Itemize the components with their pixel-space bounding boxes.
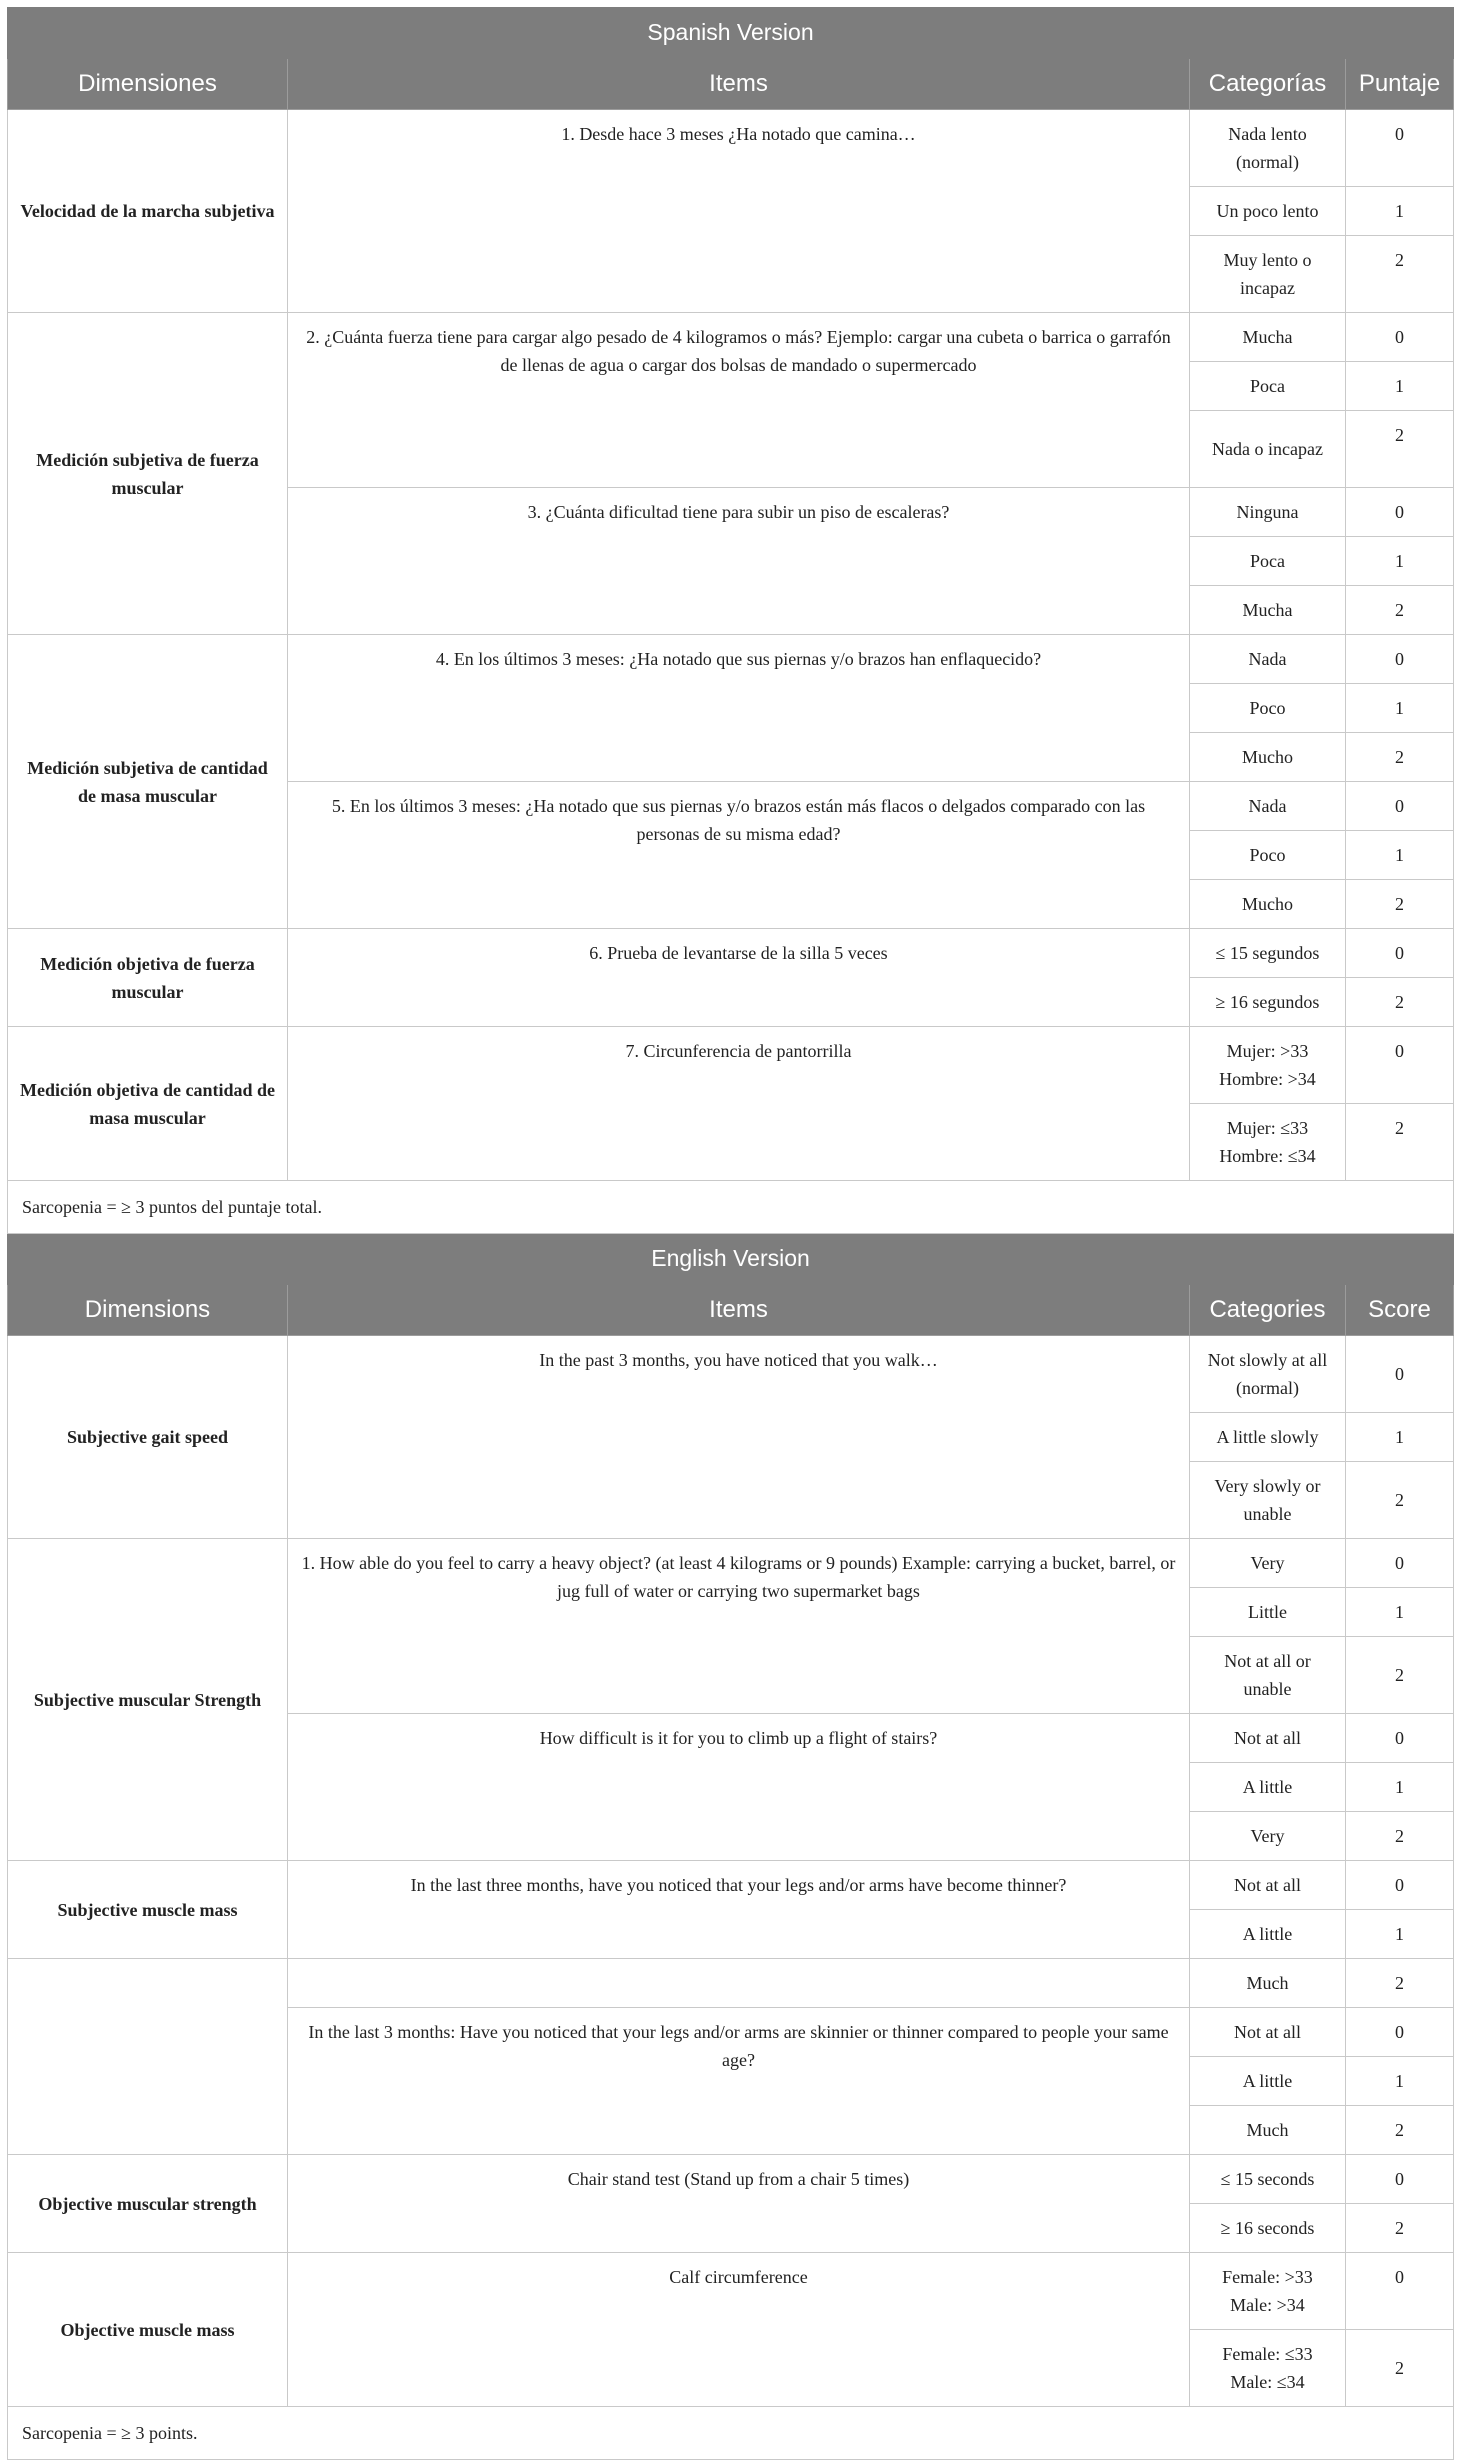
category-cell: A little [1190,1763,1346,1812]
category-cell: Very [1190,1812,1346,1861]
table-row [8,929,1454,978]
score-cell: 0 [1346,635,1454,684]
dimension-cell-empty [8,1959,288,2155]
item-cell: 3. ¿Cuánta dificultad tiene para subir un piso de escaleras? [288,488,1190,635]
category-line: Mujer: ≤33 [1226,1118,1309,1138]
category-cell: Much [1190,1959,1346,2008]
category-cell: Not at all [1190,1861,1346,1910]
category-cell [1190,2253,1346,2330]
category-cell: Poca [1190,537,1346,586]
score-cell: 2 [1346,1959,1454,2008]
header-categories: Categorías [1190,59,1346,110]
category-line: Female: >33 [1222,2267,1313,2287]
category-cell: Poco [1190,684,1346,733]
category-cell: Very slowly or unable [1190,1462,1346,1539]
score-cell: 1 [1346,187,1454,236]
category-cell: Ninguna [1190,488,1346,537]
english-version-title: English Version [8,1234,1454,1285]
score-cell: 0 [1346,110,1454,187]
score-cell: 0 [1346,488,1454,537]
item-cell: 1. How able do you feel to carry a heavy object? (at least 4 kilograms or 9 pounds) Example: carrying a bucket, barrel, or jug full of water or carrying two supermarket bags [288,1539,1190,1714]
score-cell: 2 [1346,978,1454,1027]
sarcopenia-questionnaire-table [7,7,1454,2460]
spanish-footnote: Sarcopenia = ≥ 3 puntos del puntaje total. [8,1181,1454,1234]
item-cell: In the last three months, have you noticed that your legs and/or arms have become thinner? [288,1861,1190,1959]
score-cell: 2 [1346,1812,1454,1861]
dimension-cell: Medición subjetiva de cantidad de masa muscular [8,635,288,929]
dimension-cell: Objective muscular strength [8,2155,288,2253]
dimension-cell: Medición objetiva de cantidad de masa muscular [8,1027,288,1181]
score-cell: 2 [1346,1637,1454,1714]
score-cell: 2 [1346,236,1454,313]
item-cell: Chair stand test (Stand up from a chair 5 times) [288,2155,1190,2253]
header-dimensions: Dimensiones [8,59,288,110]
item-cell: 6. Prueba de levantarse de la silla 5 veces [288,929,1190,1027]
score-cell: 2 [1346,1104,1454,1181]
category-cell: Not slowly at all (normal) [1190,1336,1346,1413]
score-cell: 1 [1346,2057,1454,2106]
category-line: Hombre: ≤34 [1219,1146,1316,1166]
score-cell: 0 [1346,1027,1454,1104]
category-cell: Not at all or unable [1190,1637,1346,1714]
dimension-cell: Medición subjetiva de fuerza muscular [8,313,288,635]
category-cell: Nada [1190,782,1346,831]
category-cell: ≤ 15 segundos [1190,929,1346,978]
table-row [8,1539,1454,1588]
item-cell: 1. Desde hace 3 meses ¿Ha notado que camina… [288,110,1190,313]
item-cell: 4. En los últimos 3 meses: ¿Ha notado que sus piernas y/o brazos han enflaquecido? [288,635,1190,782]
dimension-cell: Objective muscle mass [8,2253,288,2407]
spanish-version-title: Spanish Version [8,8,1454,59]
category-line: Mujer: >33 [1226,1041,1309,1061]
category-cell: Mucho [1190,733,1346,782]
item-cell: 5. En los últimos 3 meses: ¿Ha notado que sus piernas y/o brazos están más flacos o delgados comparado con las personas de su misma edad? [288,782,1190,929]
header-categories: Categories [1190,1285,1346,1336]
category-cell: ≤ 15 seconds [1190,2155,1346,2204]
score-cell: 0 [1346,1336,1454,1413]
category-cell: A little [1190,1910,1346,1959]
header-items: Items [288,59,1190,110]
category-cell: Much [1190,2106,1346,2155]
score-cell: 0 [1346,2253,1454,2330]
dimension-cell: Velocidad de la marcha subjetiva [8,110,288,313]
category-line: Hombre: >34 [1219,1069,1316,1089]
score-cell: 2 [1346,733,1454,782]
score-cell: 2 [1346,2106,1454,2155]
score-cell: 0 [1346,782,1454,831]
category-cell: A little [1190,2057,1346,2106]
item-cell: In the past 3 months, you have noticed that you walk… [288,1336,1190,1539]
score-cell: 0 [1346,1539,1454,1588]
score-cell: 0 [1346,1714,1454,1763]
category-line: Female: ≤33 [1222,2344,1313,2364]
category-cell: Un poco lento [1190,187,1346,236]
category-cell [1190,1104,1346,1181]
score-cell: 1 [1346,1763,1454,1812]
score-cell: 0 [1346,1861,1454,1910]
score-cell: 2 [1346,411,1454,488]
header-dimensions: Dimensions [8,1285,288,1336]
dimension-cell: Subjective muscle mass [8,1861,288,1959]
category-cell: Poco [1190,831,1346,880]
category-cell: Nada o incapaz [1190,411,1346,488]
score-cell: 0 [1346,2155,1454,2204]
spanish-header-row [8,59,1454,110]
table-row [8,1959,1454,2008]
category-cell: Very [1190,1539,1346,1588]
table-row [8,1336,1454,1413]
score-cell: 1 [1346,1413,1454,1462]
score-cell: 0 [1346,313,1454,362]
header-score: Puntaje [1346,59,1454,110]
dimension-cell: Medición objetiva de fuerza muscular [8,929,288,1027]
table-row [8,2155,1454,2204]
category-line: Male: ≤34 [1230,2372,1305,2392]
spanish-note-row [8,1181,1454,1234]
category-line: Male: >34 [1230,2295,1305,2315]
english-footnote: Sarcopenia = ≥ 3 points. [8,2407,1454,2460]
header-score: Score [1346,1285,1454,1336]
score-cell: 1 [1346,831,1454,880]
category-cell: Not at all [1190,1714,1346,1763]
item-cell: How difficult is it for you to climb up a flight of stairs? [288,1714,1190,1861]
category-cell: Nada [1190,635,1346,684]
category-cell [1190,1027,1346,1104]
table-row [8,635,1454,684]
score-cell: 1 [1346,684,1454,733]
item-cell: 2. ¿Cuánta fuerza tiene para cargar algo pesado de 4 kilogramos o más? Ejemplo: cargar una cubeta o barrica o garrafón de llenas de agua o cargar dos bolsas de mandado o supermercado [288,313,1190,488]
item-cell: Calf circumference [288,2253,1190,2407]
english-header-row [8,1285,1454,1336]
table-row [8,313,1454,362]
score-cell: 2 [1346,880,1454,929]
category-cell: ≥ 16 segundos [1190,978,1346,1027]
english-title-row [8,1234,1454,1285]
score-cell: 2 [1346,586,1454,635]
category-cell [1190,2330,1346,2407]
category-cell: Mucho [1190,880,1346,929]
score-cell: 1 [1346,1588,1454,1637]
english-note-row [8,2407,1454,2460]
category-cell: Nada lento (normal) [1190,110,1346,187]
category-cell: Not at all [1190,2008,1346,2057]
score-cell: 2 [1346,2330,1454,2407]
category-cell: Mucha [1190,313,1346,362]
category-cell: ≥ 16 seconds [1190,2204,1346,2253]
table-row [8,110,1454,187]
table-row [8,1027,1454,1104]
score-cell: 0 [1346,2008,1454,2057]
table-row [8,1861,1454,1910]
table-row [8,2253,1454,2330]
category-cell: Poca [1190,362,1346,411]
score-cell: 0 [1346,929,1454,978]
item-cell: 7. Circunferencia de pantorrilla [288,1027,1190,1181]
category-cell: Mucha [1190,586,1346,635]
score-cell: 1 [1346,362,1454,411]
score-cell: 1 [1346,1910,1454,1959]
category-cell: Little [1190,1588,1346,1637]
category-cell: Muy lento o incapaz [1190,236,1346,313]
spanish-title-row [8,8,1454,59]
score-cell: 2 [1346,1462,1454,1539]
item-cell-empty [288,1959,1190,2008]
score-cell: 2 [1346,2204,1454,2253]
header-items: Items [288,1285,1190,1336]
dimension-cell: Subjective muscular Strength [8,1539,288,1861]
item-cell: In the last 3 months: Have you noticed that your legs and/or arms are skinnier or thinner compared to people your same age? [288,2008,1190,2155]
dimension-cell: Subjective gait speed [8,1336,288,1539]
category-cell: A little slowly [1190,1413,1346,1462]
score-cell: 1 [1346,537,1454,586]
